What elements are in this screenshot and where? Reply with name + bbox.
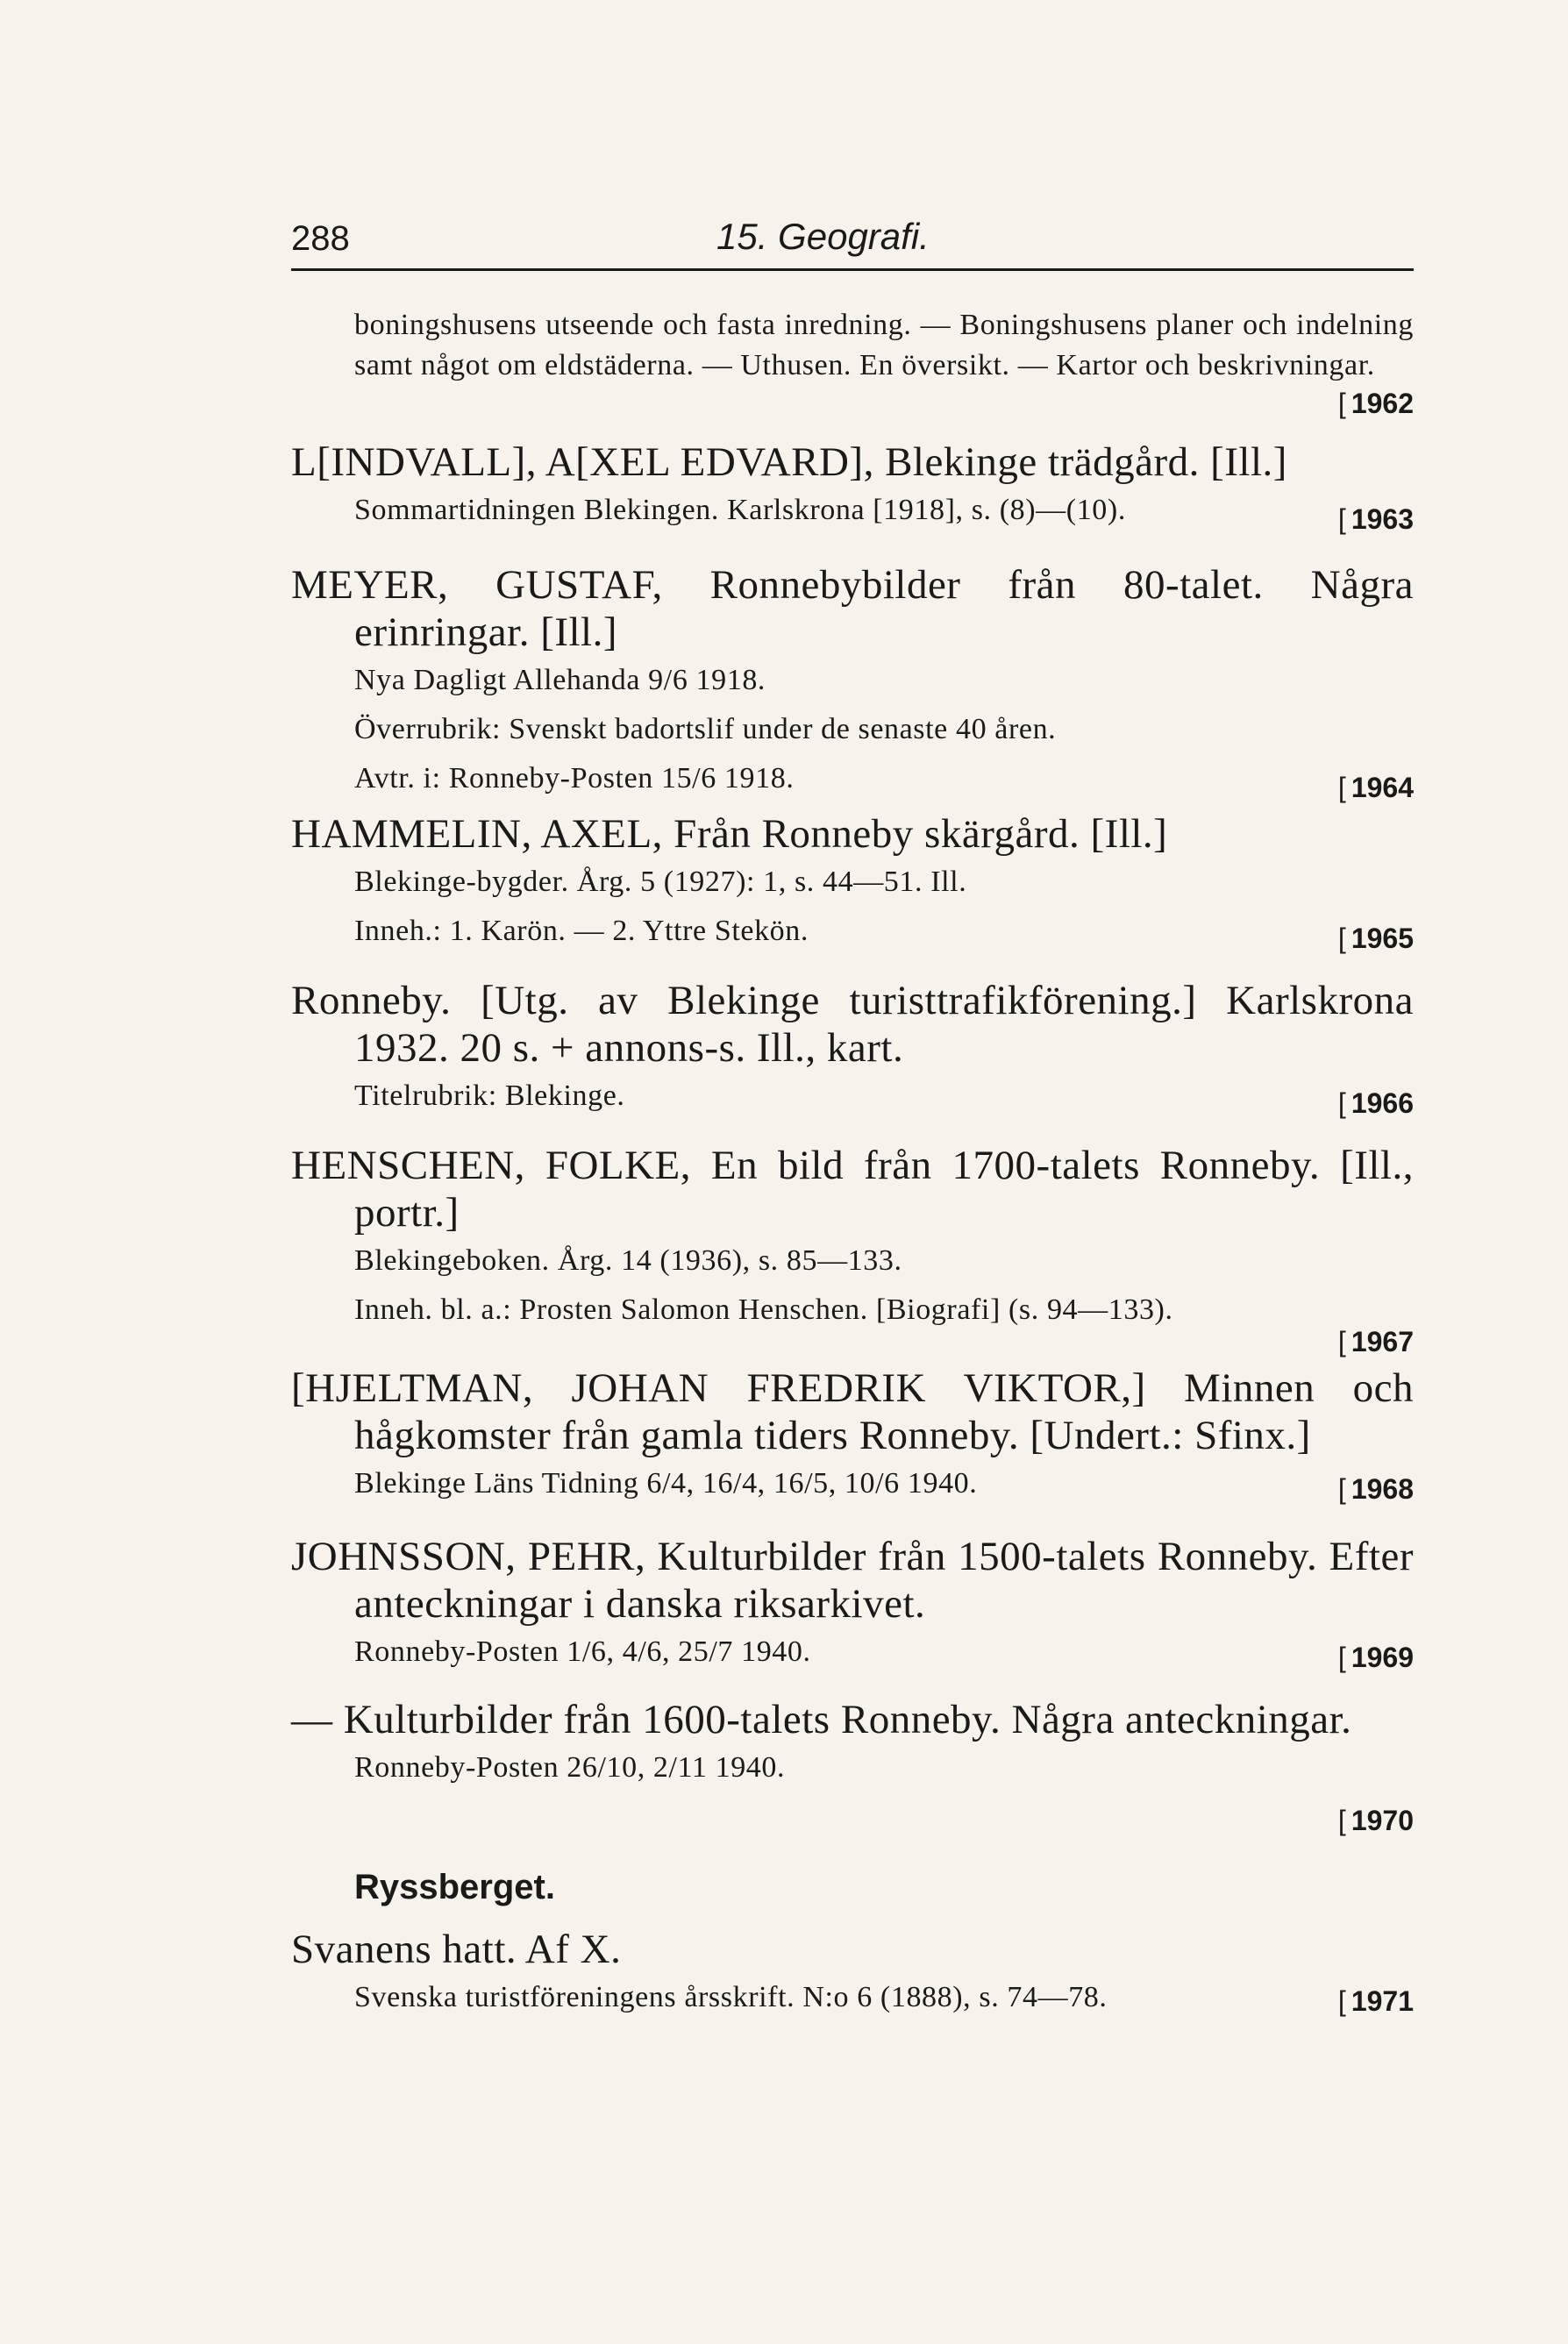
entry-number: [ 1970 — [1337, 1805, 1414, 1836]
entry-note: Blekinge-bygder. Årg. 5 (1927): 1, s. 44—51. Ill. — [354, 866, 967, 898]
entry-number: [ 1969 — [1337, 1642, 1414, 1673]
entry-1970 — [291, 1696, 1414, 1836]
entry-heading: — Kulturbilder från 1600-talets Ronneby. Några anteckningar. — [291, 1697, 1352, 1742]
entry-note: Nya Dagligt Allehanda 9/6 1918. — [354, 664, 766, 696]
page-number: 288 — [291, 219, 350, 258]
entry-text: boningshusens utseende och fasta inredning. — Boningshusens planer och indelning samt något om eldstäderna. — Uthusen. En översikt. — Kartor och beskrivningar. — [354, 309, 1414, 381]
entry-heading: HAMMELIN, AXEL, Från Ronneby skärgård. [Ill.] — [291, 811, 1168, 857]
entry-1967 — [291, 1142, 1414, 1357]
entry-1971 — [291, 1926, 1414, 2022]
entry-1963 — [291, 438, 1414, 535]
entry-number: [ 1971 — [1337, 1985, 1414, 2017]
entry-note: Svenska turistföreningens årsskrift. N:o 6 (1888), s. 74—78. — [354, 1981, 1108, 2013]
entry-note: Överrubrik: Svenskt badortslif under de senaste 40 åren. — [354, 713, 1057, 745]
header-rule — [291, 268, 1414, 271]
entry-1964 — [291, 561, 1414, 803]
entry-heading: JOHNSSON, PEHR, Kulturbilder från 1500-talets Ronneby. Efter anteckningar i danska riksarkivet. — [291, 1534, 1414, 1627]
entry-note: Inneh. bl. a.: Prosten Salomon Henschen. [Biografi] (s. 94—133). — [354, 1293, 1173, 1326]
running-title: 15. Geografi. — [716, 216, 930, 257]
entry-1968 — [291, 1364, 1414, 1508]
entry-note: Inneh.: 1. Karön. — 2. Yttre Stekön. — [354, 915, 809, 947]
entry-heading: Ronneby. [Utg. av Blekinge turisttrafikförening.] Karlskrona 1932. 20 s. + annons-s. Ill., kart. — [291, 978, 1414, 1071]
entry-number: [ 1966 — [1337, 1087, 1414, 1119]
entry-1962 — [291, 305, 1414, 419]
entry-note: Avtr. i: Ronneby-Posten 15/6 1918. — [354, 762, 795, 794]
entry-note: Blekinge Läns Tidning 6/4, 16/4, 16/5, 10/6 1940. — [354, 1467, 978, 1500]
entry-number: [ 1964 — [1337, 772, 1414, 803]
entry-note: Ronneby-Posten 26/10, 2/11 1940. — [354, 1751, 786, 1784]
entry-heading: Svanens hatt. Af X. — [291, 1927, 622, 1972]
entry-note: Blekingeboken. Årg. 14 (1936), s. 85—133. — [354, 1244, 902, 1277]
page-header — [291, 210, 1414, 272]
entry-1965 — [291, 810, 1414, 956]
entry-note: Titelrubrik: Blekinge. — [354, 1079, 625, 1112]
entry-number: [ 1965 — [1337, 923, 1414, 954]
entry-number: [ 1962 — [1337, 388, 1414, 419]
entry-heading: L[INDVALL], A[XEL EDVARD], Blekinge trädgård. [Ill.] — [291, 439, 1287, 485]
entry-1966 — [291, 977, 1414, 1121]
entry-number: [ 1967 — [1337, 1326, 1414, 1357]
entry-1969 — [291, 1533, 1414, 1677]
entry-number: [ 1968 — [1337, 1473, 1414, 1505]
entry-note: Sommartidningen Blekingen. Karlskrona [1918], s. (8)—(10). — [354, 494, 1126, 526]
entry-heading: HENSCHEN, FOLKE, En bild från 1700-talets Ronneby. [Ill., portr.] — [291, 1143, 1414, 1236]
entry-heading: MEYER, GUSTAF, Ronnebybilder från 80-talet. Några erinringar. [Ill.] — [291, 562, 1414, 655]
entry-note: Ronneby-Posten 1/6, 4/6, 25/7 1940. — [354, 1635, 811, 1668]
section-heading: Ryssberget. — [354, 1868, 555, 1906]
entry-number: [ 1963 — [1337, 503, 1414, 535]
entry-heading: [HJELTMAN, JOHAN FREDRIK VIKTOR,] Minnen och hågkomster från gamla tiders Ronneby. [Undert.: Sfinx.] — [291, 1365, 1414, 1458]
